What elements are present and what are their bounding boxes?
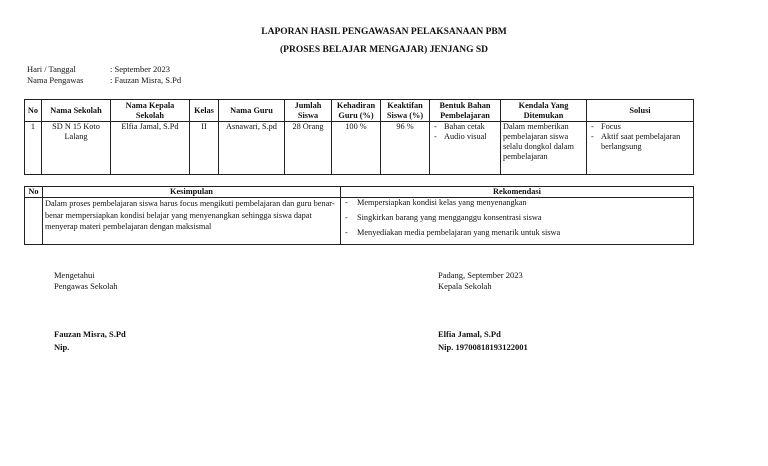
- table-row: [25, 198, 694, 245]
- list-item: - Bahan cetak: [432, 122, 498, 132]
- cell-no: 1: [25, 122, 42, 175]
- sig-right-line1: Padang, September 2023: [438, 270, 523, 280]
- cell-nama-sekolah: SD N 15 Koto Lalang: [42, 122, 111, 175]
- table-header-row: [25, 100, 694, 122]
- list-item: - Aktif saat pembelajaran berlangsung: [589, 132, 691, 152]
- cell-rekomendasi: [341, 198, 694, 245]
- cell-solusi: [587, 122, 694, 175]
- cell-no: [25, 198, 43, 245]
- cell-kesimpulan: Dalam proses pembelajaran siswa harus focus mengikuti pembelajaran dan guru benar-benar mempersiapkan kondisi belajar yang menyenangkan sehingga siswa dapat menyerap materi pembelajaran dengan maksismal: [43, 198, 341, 245]
- col-kehadiran-guru: Kehadiran Guru (%): [332, 100, 381, 122]
- cell-nama-guru: Asnawari, S.pd: [219, 122, 285, 175]
- bahan-list: [432, 122, 498, 142]
- cell-kendala: Dalam memberikan pembelajaran siswa selalu dongkol dalam pembelajaran: [501, 122, 587, 175]
- observer-label: Nama Pengawas: [27, 75, 84, 85]
- col-kesimpulan: Kesimpulan: [43, 187, 341, 198]
- supervision-table: [24, 99, 694, 175]
- cell-kepala-sekolah: Elfia Jamal, S.Pd: [111, 122, 190, 175]
- conclusion-table: [24, 186, 694, 245]
- signature-right: [438, 270, 528, 353]
- cell-jumlah-siswa: 28 Orang: [285, 122, 332, 175]
- col-bentuk-bahan: Bentuk Bahan Pembelajaran: [430, 100, 501, 122]
- date-value: : September 2023: [110, 64, 170, 74]
- list-item: - Mempersiapkan kondisi kelas yang menyenangkan: [343, 198, 691, 208]
- cell-bentuk-bahan: [430, 122, 501, 175]
- list-item: - Singkirkan barang yang mengganggu konsentrasi siswa: [343, 213, 691, 223]
- signature-left: [54, 270, 126, 353]
- cell-keaktifan: 96 %: [381, 122, 430, 175]
- list-item: - Audio visual: [432, 132, 498, 142]
- sig-left-nip: Nip.: [54, 342, 70, 352]
- col-kelas: Kelas: [190, 100, 219, 122]
- report-title: LAPORAN HASIL PENGAWASAN PELAKSANAAN PBM: [261, 27, 507, 37]
- col-no: No: [25, 187, 43, 198]
- cell-kelas: II: [190, 122, 219, 175]
- sig-left-line2: Pengawas Sekolah: [54, 281, 118, 291]
- table-header-row: [25, 187, 694, 198]
- sig-left-line1: Mengetahui: [54, 270, 95, 280]
- col-rekomendasi: Rekomendasi: [341, 187, 694, 198]
- date-label: Hari / Tanggal: [27, 64, 76, 74]
- sig-left-name: Fauzan Misra, S.Pd: [54, 329, 126, 339]
- list-item: - Focus: [589, 122, 691, 132]
- col-solusi: Solusi: [587, 100, 694, 122]
- col-keaktifan-siswa: Keaktifan Siswa (%): [381, 100, 430, 122]
- col-nama-sekolah: Nama Sekolah: [42, 100, 111, 122]
- col-nama-guru: Nama Guru: [219, 100, 285, 122]
- sig-right-nip: Nip. 19700818193122001: [438, 342, 528, 352]
- rekomendasi-list: [343, 198, 691, 238]
- col-no: No: [25, 100, 42, 122]
- meta-block: [27, 64, 181, 86]
- report-subtitle: (PROSES BELAJAR MENGAJAR) JENJANG SD: [280, 45, 488, 55]
- cell-kehadiran: 100 %: [332, 122, 381, 175]
- col-kepala-sekolah: Nama Kepala Sekolah: [111, 100, 190, 122]
- sig-right-name: Elfia Jamal, S.Pd: [438, 329, 501, 339]
- list-item: - Menyediakan media pembelajaran yang menarik untuk siswa: [343, 228, 691, 238]
- table-row: [25, 122, 694, 175]
- meta-observer-row: [27, 75, 181, 86]
- col-jumlah-siswa: Jumlah Siswa: [285, 100, 332, 122]
- col-kendala: Kendala Yang Ditemukan: [501, 100, 587, 122]
- sig-right-line2: Kepala Sekolah: [438, 281, 492, 291]
- solusi-list: [589, 122, 691, 152]
- meta-date-row: [27, 64, 181, 75]
- observer-value: : Fauzan Misra, S.Pd: [110, 75, 182, 85]
